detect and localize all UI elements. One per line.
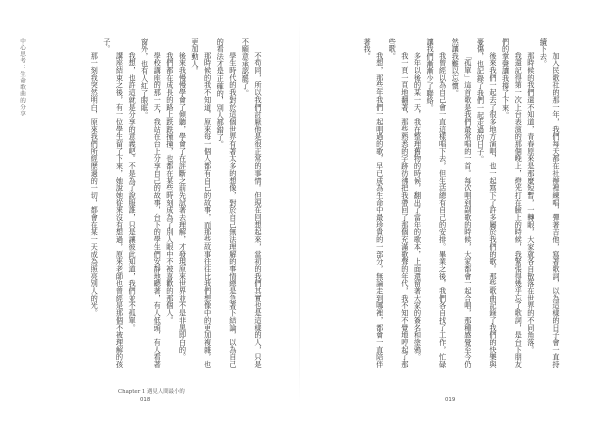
chapter-footer: Chapter 1 遇見人間最小的 (118, 389, 185, 395)
left-page-body (56, 38, 264, 373)
paragraph: 後來我們一起去了很多地方演唱，也一起寫下了許多屬於我們的歌。那些歌曲記錄了我們的快樂與憂傷，也記錄了我們一起走過的日子。 (476, 38, 499, 369)
paragraph: 後來我慢慢學會了傾聽，學會了在評斷之前先試著去理解，才發現原來世界並不是非黑即白的。 (178, 52, 188, 362)
paragraph: 加入民歌社的那一年，我們每天都在社辦裡練唱，彈著吉他，寫著歌詞，以為這樣的日子會一直持續下去。 (539, 38, 561, 369)
paragraph: 不苟同，所以我們討厭他是很正常的事情。但現在回想起來，當初的我們其實也是這樣的人，只是不願意承認罷了。 (241, 38, 263, 369)
paragraph: 我曾經以為自己會一直這樣唱下去，但生活總有自己的安排。畢業之後，我們各自找了工作，忙碌讓我們漸漸少了聯絡。 (426, 38, 448, 369)
running-head: 中心思考：生命歌曲的分享 (19, 38, 25, 118)
paragraph: 學校講座的那一天，我站在台上分享自己的故事，台下的學生們安靜地聽著，有人低頭，有人看著窗外，也有人紅了眼眶。 (140, 38, 163, 369)
paragraph: 多年以後的某一天，我在整理舊物的時候，翻出了當年的歌本，上面還留著大家的簽名和塗鴉。 (413, 52, 423, 362)
paragraph: 「孤單」這首歌是我們最常唱的一首。每次唱到副歌的時候，大家都會一起合唱，那種感覺至今仍然讓我難以忘懷。 (451, 38, 473, 369)
paragraph: 那時候的我們還不知道，青春原來是那麼短暫，一轉眼，大家就各自散落在世界的不同角落。 (526, 52, 536, 354)
paragraph: 那時候的我不知道，原來每一個人都有自己的故事，而那些故事往往比我們想像中的更加複雜，也更加動人。 (191, 38, 213, 369)
paragraph: 講座結束之後，有一位學生留了下來，她說她從來沒有想過，原來老師也曾經是那個不被理解的孩子。 (102, 38, 125, 369)
paragraph: 學生時代的我對於這個世界有著太多的想像，對於自己無法理解的事情總是急著下結論，以為自己的看法才是正確的，別人都錯了。 (216, 38, 238, 369)
page-number-left: 018 (140, 397, 151, 403)
paragraph: 我想，也許這就是分享的意義吧。不是為了說服誰，只是讓彼此知道，我們並不孤單。 (128, 52, 138, 332)
paragraph: 我們都在成長的路上跌跌撞撞，也都在某些時刻成為了別人眼中不被喜歡的那個人。 (165, 52, 175, 325)
right-page (300, 0, 600, 425)
paragraph: 我想，那些年我們一起唱過的歌，早已成為生命中最珍貴的一部分，無論走到哪裡，都會一直陪伴著我。 (363, 38, 385, 369)
right-page-body (326, 38, 562, 373)
page-number-right: 019 (445, 397, 456, 403)
paragraph: 我一頁一頁地翻著，那些熟悉的字跡彷彿把我帶回了那個充滿歌聲的年代，我不知不覺地哼起了那些歌。 (388, 38, 410, 369)
paragraph: 那一刻我突然明白，原來我們所經歷過的一切，都會在某一天成為照亮別人的光。 (90, 52, 100, 317)
paragraph: 我還記得第一次上台表演的那個晚上，燈光打在臉上的時候，我緊張得幾乎忘了歌詞，是台下朋友們的掌聲讓我撐了下來。 (501, 38, 524, 369)
